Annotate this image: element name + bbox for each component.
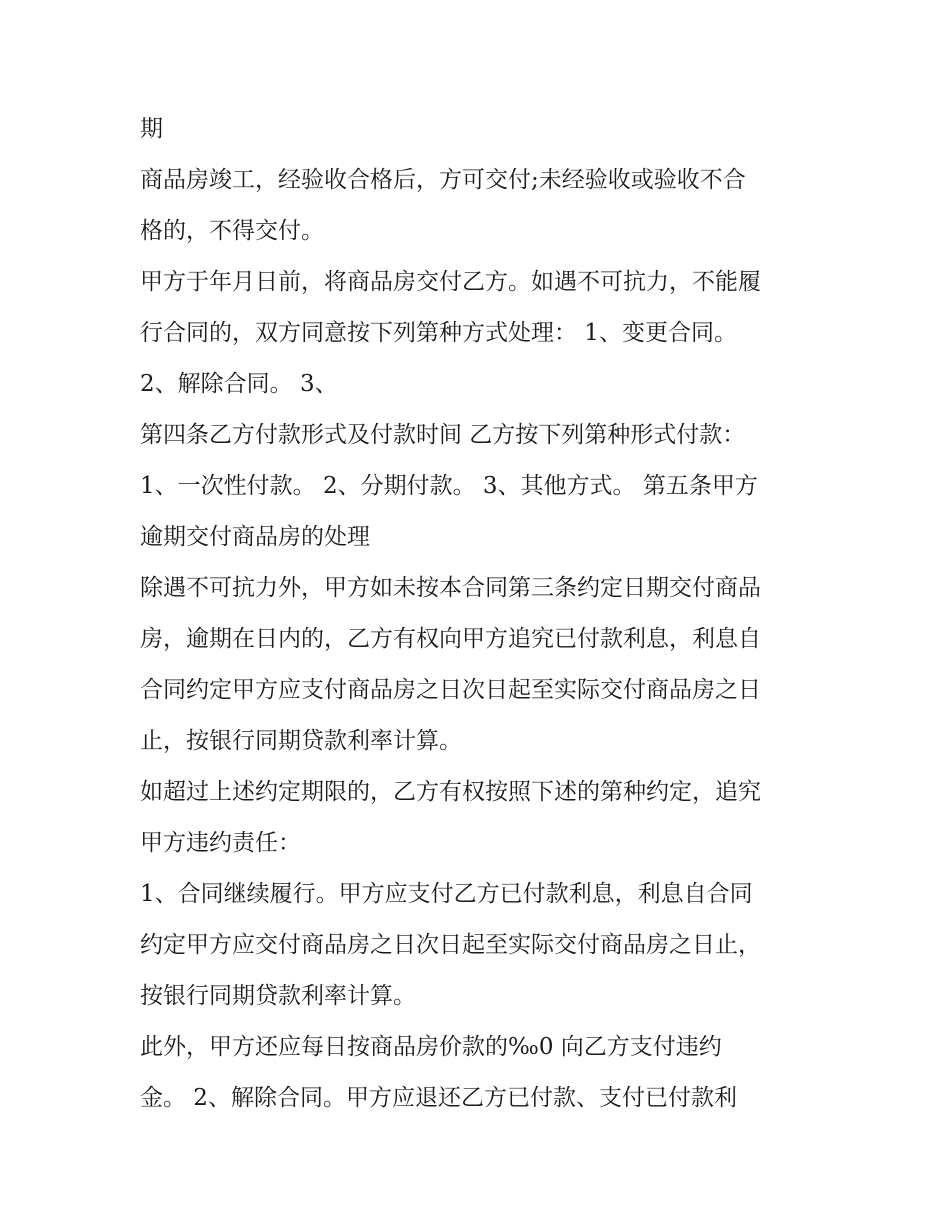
text-line: 此外，甲方还应每日按商品房价款的‰0 向乙方支付违约 (140, 1034, 722, 1060)
text-line: 第四条乙方付款形式及付款时间 乙方按下列第种形式付款： (140, 422, 746, 448)
text-line: 如超过上述约定期限的，乙方有权按照下述的第种约定，追究 (140, 779, 761, 805)
text-line: 商品房竣工，经验收合格后，方可交付;未经验收或验收不合 (140, 167, 746, 193)
text-line: 甲方于年月日前，将商品房交付乙方。如遇不可抗力，不能履 (140, 269, 761, 295)
text-line: 除遇不可抗力外，甲方如未按本合同第三条约定日期交付商品 (140, 575, 761, 601)
text-line: 2、解除合同。 3、 (140, 371, 338, 397)
text-line: 1、合同继续履行。甲方应支付乙方已付款利息，利息自合同 (140, 881, 753, 907)
text-line: 行合同的，双方同意按下列第种方式处理： 1、变更合同。 (140, 320, 737, 346)
document-body (140, 104, 820, 1124)
text-line: 逾期交付商品房的处理 (140, 524, 370, 550)
text-line: 约定甲方应交付商品房之日次日起至实际交付商品房之日止， (140, 932, 761, 958)
text-line: 1、一次性付款。 2、分期付款。 3、其他方式。 第五条甲方 (140, 473, 758, 499)
text-line: 甲方违约责任： (140, 830, 301, 856)
text-line: 按银行同期贷款利率计算。 (140, 983, 416, 1009)
text-line: 止，按银行同期贷款利率计算。 (140, 728, 462, 754)
text-line: 金。 2、解除合同。甲方应退还乙方已付款、支付已付款利 (140, 1085, 737, 1111)
text-line: 期 (140, 116, 163, 142)
text-line: 格的，不得交付。 (140, 218, 324, 244)
text-line: 房，逾期在日内的，乙方有权向甲方追究已付款利息，利息自 (140, 626, 761, 652)
text-line: 合同约定甲方应支付商品房之日次日起至实际交付商品房之日 (140, 677, 761, 703)
